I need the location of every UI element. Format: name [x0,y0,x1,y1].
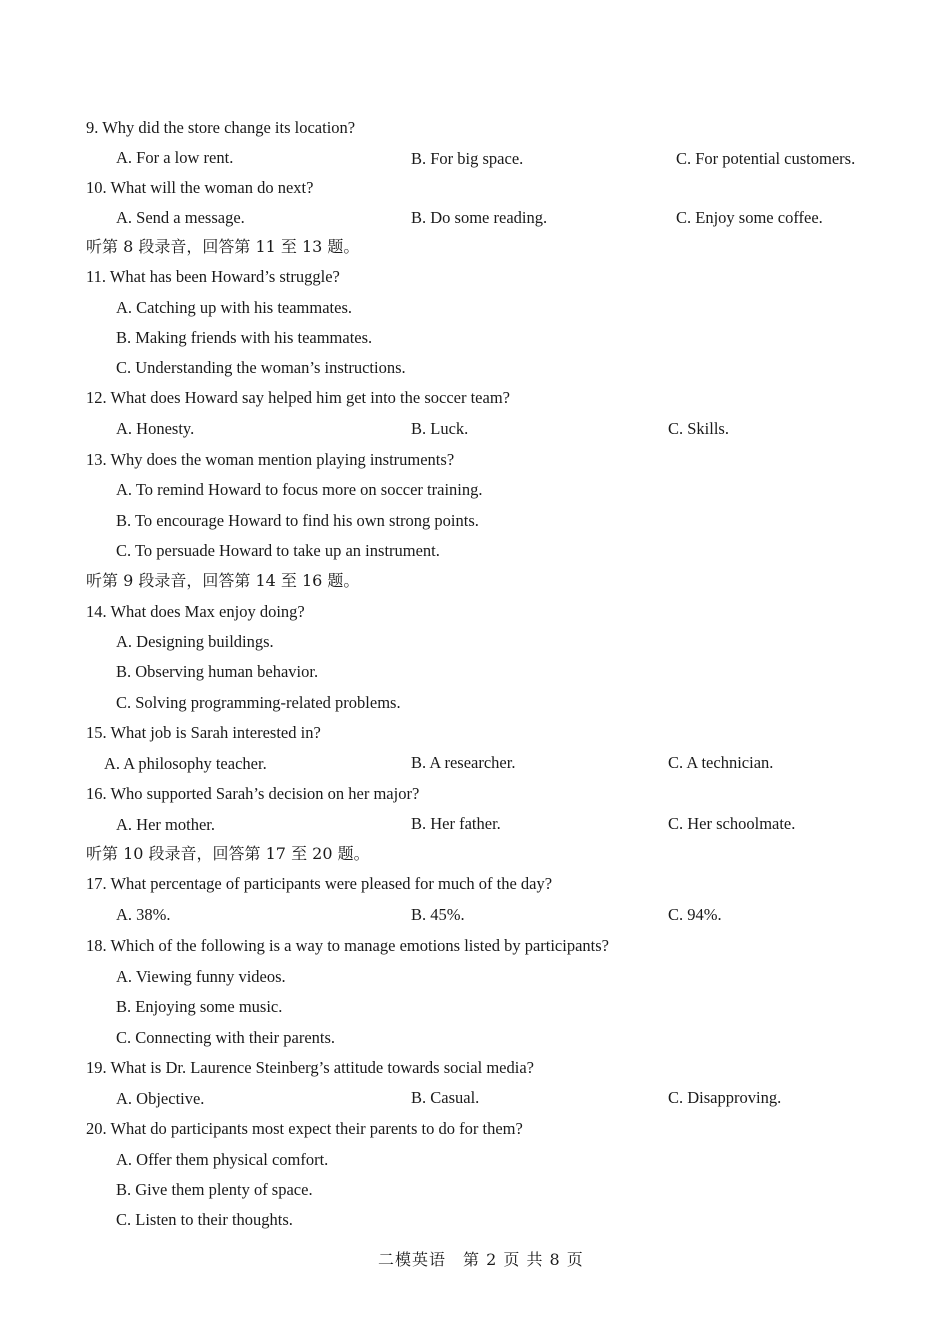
q12-stem: 12. What does Howard say helped him get into the soccer team? [86,388,510,407]
q20-option-b: B. Give them plenty of space. [116,1180,313,1199]
q13-option-c: C. To persuade Howard to take up an instrument. [116,541,440,560]
q15-option-b: B. A researcher. [411,753,516,772]
q15-option-c: C. A technician. [668,753,774,772]
q10-option-a: A. Send a message. [116,208,245,227]
q10-stem: 10. What will the woman do next? [86,178,314,197]
q14-option-b: B. Observing human behavior. [116,662,319,681]
q12-option-a: A. Honesty. [116,419,195,438]
q13-stem: 13. Why does the woman mention playing instruments? [86,450,455,469]
q17-option-a: A. 38%. [116,905,171,924]
q11-option-a: A. Catching up with his teammates. [116,298,353,317]
section-9-instruction: 听第 9 段录音，回答第 14 至 16 题。 [86,571,360,590]
q9-option-c: C. For potential customers. [676,149,856,168]
q17-option-c: C. 94%. [668,905,722,924]
q11-option-b: B. Making friends with his teammates. [116,328,373,347]
q14-option-c: C. Solving programming-related problems. [116,693,401,712]
q13-option-a: A. To remind Howard to focus more on soccer training. [116,480,483,499]
q11-option-c: C. Understanding the woman’s instructions. [116,358,406,377]
q10-option-b: B. Do some reading. [411,208,548,227]
q9-option-b: B. For big space. [411,149,524,168]
q13-option-b: B. To encourage Howard to find his own strong points. [116,511,479,530]
q14-option-a: A. Designing buildings. [116,632,274,651]
section-8-instruction: 听第 8 段录音，回答第 11 至 13 题。 [86,237,360,256]
q19-option-c: C. Disapproving. [668,1088,782,1107]
q19-option-b: B. Casual. [411,1088,480,1107]
q20-stem: 20. What do participants most expect their parents to do for them? [86,1119,523,1138]
q17-stem: 17. What percentage of participants were pleased for much of the day? [86,874,553,893]
q10-option-c: C. Enjoy some coffee. [676,208,823,227]
q20-option-a: A. Offer them physical comfort. [116,1150,329,1169]
q18-option-b: B. Enjoying some music. [116,997,283,1016]
q16-stem: 16. Who supported Sarah’s decision on her major? [86,784,420,803]
q20-option-c: C. Listen to their thoughts. [116,1210,293,1229]
section-10-instruction: 听第 10 段录音，回答第 17 至 20 题。 [86,844,370,863]
q19-stem: 19. What is Dr. Laurence Steinberg’s attitude towards social media? [86,1058,534,1077]
q14-stem: 14. What does Max enjoy doing? [86,602,305,621]
q18-option-a: A. Viewing funny videos. [116,967,286,986]
q16-option-c: C. Her schoolmate. [668,814,796,833]
page-footer: 二模英语 第 2 页 共 8 页 [378,1250,584,1269]
q15-stem: 15. What job is Sarah interested in? [86,723,321,742]
q18-stem: 18. Which of the following is a way to manage emotions listed by participants? [86,936,609,955]
q16-option-b: B. Her father. [411,814,501,833]
q15-option-a: A. A philosophy teacher. [104,754,267,773]
q11-stem: 11. What has been Howard’s struggle? [86,267,340,286]
q9-option-a: A. For a low rent. [116,148,234,167]
q9-stem: 9. Why did the store change its location? [86,118,356,137]
q12-option-b: B. Luck. [411,419,469,438]
q18-option-c: C. Connecting with their parents. [116,1028,336,1047]
q16-option-a: A. Her mother. [116,815,215,834]
q19-option-a: A. Objective. [116,1089,205,1108]
q12-option-c: C. Skills. [668,419,729,438]
q17-option-b: B. 45%. [411,905,465,924]
